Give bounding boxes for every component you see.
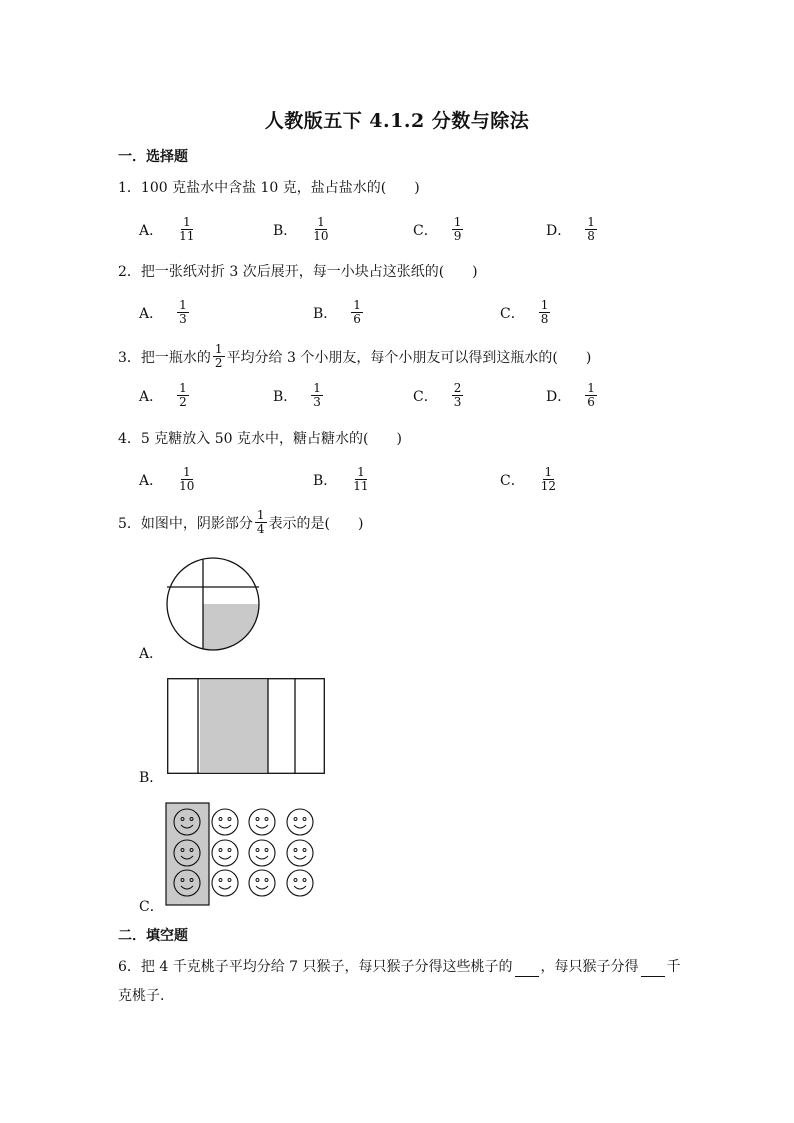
fraction: $\frac{1}{2}$ [179,381,187,409]
smiley-face-icon [249,840,275,866]
q1-option-c[interactable]: C． $\frac{1}{9}$ [413,215,462,243]
answer-blank-1[interactable] [515,962,539,977]
fraction: $\frac{1}{8}$ [540,298,549,326]
q1-option-b[interactable]: B． $\frac{1}{10}$ [273,215,329,243]
fraction: $\frac{1}{8}$ [587,215,595,243]
shaded-quarter [203,604,259,650]
smiley-face-icon [212,870,238,896]
question-4: 4．5 克糖放入 50 克水中，糖占糖水的( ) [118,431,402,447]
page-title: 人教版五下 4.1.2 分数与除法 [264,110,530,132]
fraction: $\frac{1}{6}$ [353,298,361,326]
q4-option-a[interactable]: A． $\frac{1}{10}$ [139,465,195,493]
smiley-face-icon [249,809,275,835]
question-3: 3．把一瓶水的 $\frac{1}{2}$ 平均分给 3 个小朋友，每个小朋友可以得到这瓶水的( ) [118,342,592,370]
fraction: $\frac{1}{3}$ [179,298,187,326]
shaded-column [166,803,209,905]
q5-option-a[interactable]: A． [139,646,164,662]
q3-option-c[interactable]: C． $\frac{2}{3}$ [413,381,462,409]
q2-option-a[interactable]: A． $\frac{1}{3}$ [139,298,187,326]
fraction: $\frac{1}{2}$ [214,342,223,370]
fraction: $\frac{1}{10}$ [313,215,329,243]
fraction: $\frac{1}{4}$ [256,508,265,536]
section-heading-fill: 二．填空题 [118,928,188,944]
answer-blank-2[interactable] [641,962,665,977]
q4-option-b[interactable]: B． $\frac{1}{11}$ [313,465,369,493]
question-2: 2．把一张纸对折 3 次后展开，每一小块占这张纸的( ) [118,264,478,280]
shaded-strip [200,680,268,772]
q3-option-a[interactable]: A． $\frac{1}{2}$ [139,381,187,409]
section-heading-choice: 一．选择题 [118,149,188,165]
q2-option-c[interactable]: C． $\frac{1}{8}$ [500,298,549,326]
fraction: $\frac{1}{11}$ [353,465,369,493]
fraction: $\frac{1}{12}$ [540,465,556,493]
q4-option-c[interactable]: C． $\frac{1}{12}$ [500,465,556,493]
fraction: $\frac{1}{9}$ [453,215,462,243]
q1-option-a[interactable]: A． $\frac{1}{11}$ [139,215,195,243]
q1-option-d[interactable]: D． $\frac{1}{8}$ [546,215,595,243]
smiley-face-icon [287,870,313,896]
question-6: 6．把 4 千克桃子平均分给 7 只猴子，每只猴子分得这些桃子的 ，每只猴子分得 千 [118,959,681,975]
smiley-face-icon [212,809,238,835]
smiley-face-icon [249,870,275,896]
q3-option-b[interactable]: B． $\frac{1}{3}$ [273,381,321,409]
question-6-continued: 克桃子. [118,988,165,1004]
q2-option-b[interactable]: B． $\frac{1}{6}$ [313,298,361,326]
fraction: $\frac{1}{3}$ [313,381,321,409]
smiley-face-icon [212,840,238,866]
smiley-face-icon [287,809,313,835]
q5-figure-circle [165,556,261,652]
smiley-face-icon [287,840,313,866]
q5-option-b[interactable]: B． [139,770,164,786]
q3-option-d[interactable]: D． $\frac{1}{6}$ [546,381,595,409]
fraction: $\frac{1}{10}$ [179,465,195,493]
fraction: $\frac{1}{6}$ [587,381,595,409]
q5-figure-rectangle [167,678,325,774]
question-5: 5．如图中，阴影部分 $\frac{1}{4}$ 表示的是( ) [118,508,364,536]
q5-figure-smileys [165,802,325,906]
question-1: 1．100 克盐水中含盐 10 克，盐占盐水的( ) [118,180,420,196]
fraction: $\frac{1}{11}$ [179,215,195,243]
q5-option-c[interactable]: C． [139,899,164,915]
fraction: $\frac{2}{3}$ [453,381,462,409]
